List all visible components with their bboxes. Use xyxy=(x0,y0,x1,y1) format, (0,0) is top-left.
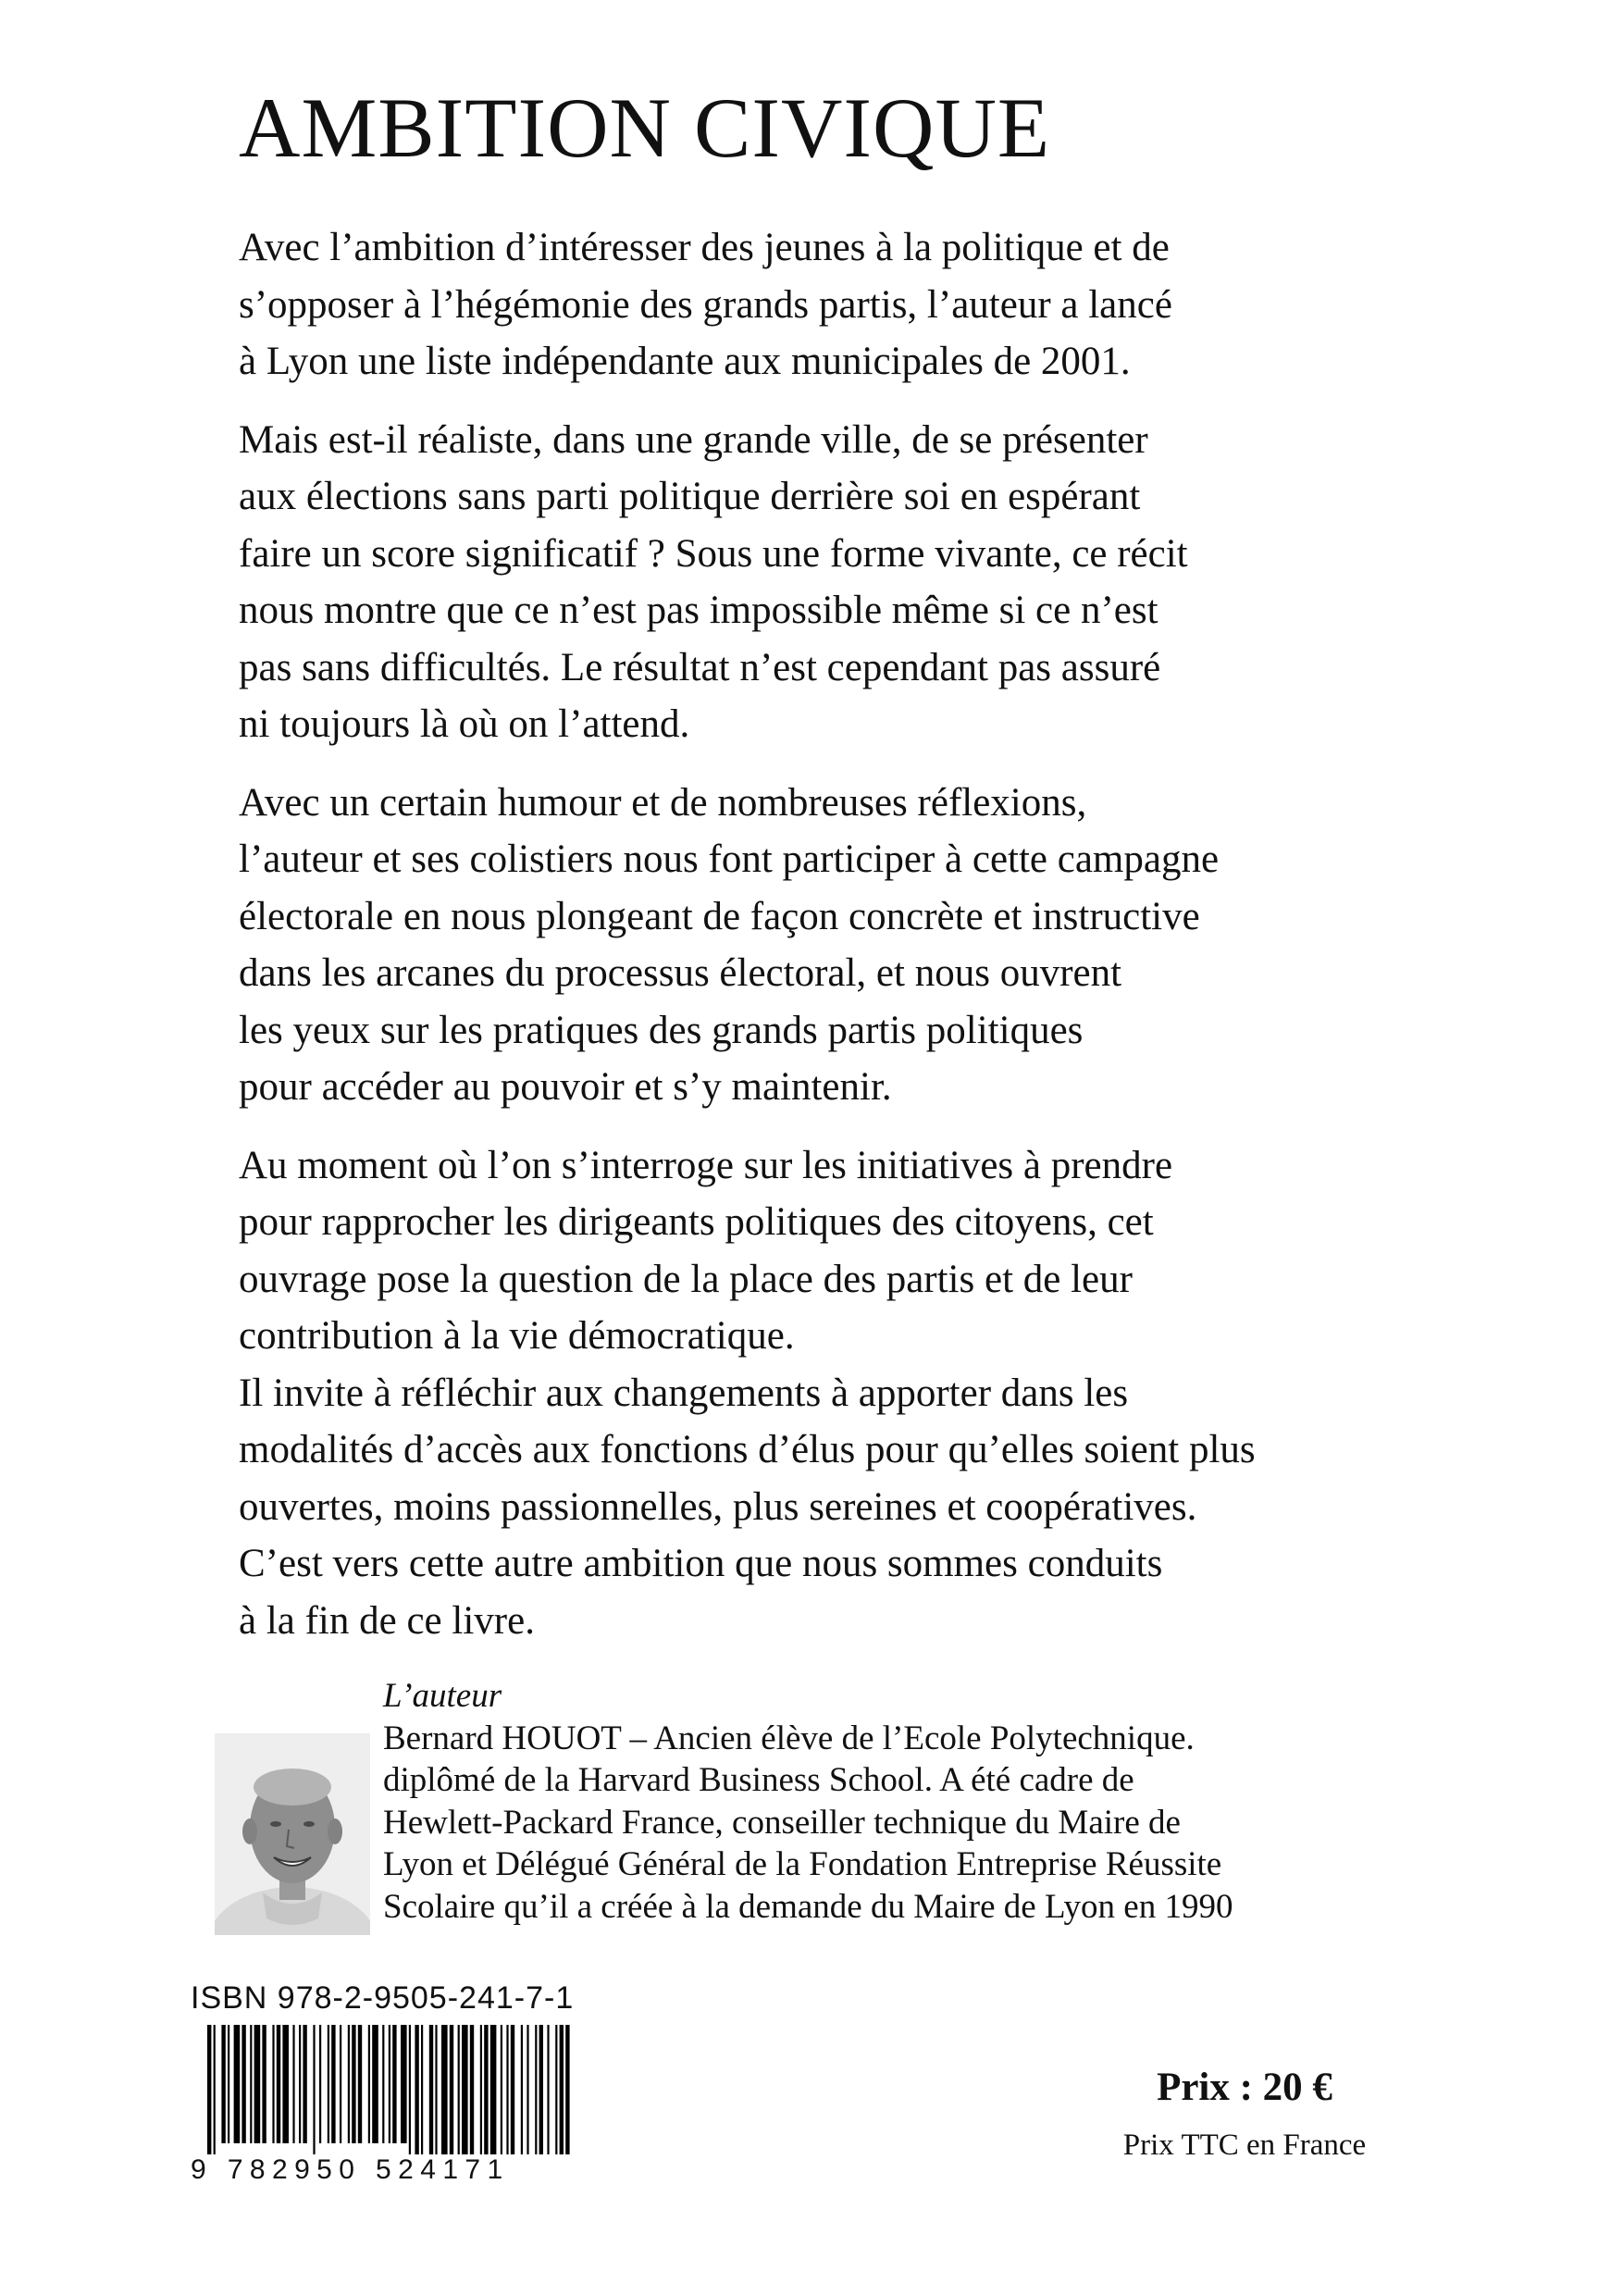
paragraph-2 xyxy=(239,412,1479,753)
barcode-bar xyxy=(331,2025,335,2143)
barcode-bar xyxy=(272,2025,274,2143)
barcode-bar xyxy=(250,2025,252,2143)
author-heading: L’auteur xyxy=(383,1677,502,1715)
barcode-bar xyxy=(401,2025,407,2143)
barcode-bar xyxy=(506,2025,508,2154)
text-line: à Lyon une liste indépendante aux municipales de 2001. xyxy=(239,340,1131,383)
text-line: s’opposer à l’hégémonie des grands partis, l’auteur a lancé xyxy=(239,282,1172,327)
barcode-bar xyxy=(303,2025,306,2143)
barcode-bar xyxy=(328,2025,329,2143)
text-line: l’auteur et ses colistiers nous font participer à cette campagne xyxy=(239,838,1220,881)
barcode-bar xyxy=(254,2025,261,2143)
barcode-bar xyxy=(441,2025,448,2154)
barcode-digits: 9 782950 524171 xyxy=(191,2154,510,2185)
barcode-bar xyxy=(282,2025,289,2143)
author-bio-line: Lyon et Délégué Général de la Fondation Entreprise Réussite xyxy=(383,1845,1222,1883)
barcode-bar xyxy=(319,2025,321,2143)
barcode-bar xyxy=(480,2025,482,2154)
barcode-bar xyxy=(358,2025,362,2143)
barcode-bar xyxy=(435,2025,437,2154)
barcode-bar xyxy=(352,2025,355,2143)
text-line: Avec l’ambition d’intéresser des jeunes à la politique et de xyxy=(239,226,1170,269)
barcode-bar xyxy=(539,2025,543,2154)
barcode-bar xyxy=(277,2025,280,2143)
price-note: Prix TTC en France xyxy=(1122,2128,1367,2162)
barcode-bar xyxy=(228,2025,229,2143)
barcode-bar xyxy=(511,2025,514,2154)
barcode-bar xyxy=(555,2025,557,2154)
barcode-bar xyxy=(389,2025,390,2143)
author-photo xyxy=(215,1733,370,1935)
barcode-bar xyxy=(214,2025,216,2154)
text-line: Il invite à réfléchir aux changements à apporter dans les xyxy=(239,1371,1129,1415)
barcode-bar xyxy=(348,2025,350,2143)
barcode-bar xyxy=(382,2025,384,2143)
barcode-bar xyxy=(421,2025,423,2154)
barcode-bar xyxy=(415,2025,418,2154)
text-line: ouvertes, moins passionnelles, plus sereines et coopératives. xyxy=(239,1484,1197,1529)
text-line: Au moment où l’on s’interroge sur les initiatives à prendre xyxy=(239,1143,1173,1187)
text-line: à la fin de ce livre. xyxy=(239,1598,535,1643)
barcode-bar xyxy=(207,2025,211,2154)
barcode-bar xyxy=(372,2025,378,2143)
barcode-bar xyxy=(234,2025,241,2143)
barcode-bar xyxy=(340,2025,341,2143)
text-line: Avec un certain humour et de nombreuses réflexions, xyxy=(239,780,1087,825)
isbn-barcode-block xyxy=(191,1980,598,2193)
barcode-bar xyxy=(242,2025,245,2143)
isbn-label: ISBN 978-2-9505-241-7-1 xyxy=(191,1980,575,2016)
author-bio-line: diplômé de la Harvard Business School. A été cadre de xyxy=(383,1761,1134,1799)
text-line: Mais est-il réaliste, dans une grande ville, de se présenter xyxy=(239,417,1148,462)
text-line: les yeux sur les pratiques des grands partis politiques xyxy=(239,1008,1084,1052)
barcode-bar xyxy=(462,2025,468,2154)
text-line: faire un score significatif ? Sous une forme vivante, ce récit xyxy=(239,531,1188,576)
paragraph-1 xyxy=(239,219,1479,391)
text-line: pour rapprocher les dirigeants politiques des citoyens, cet xyxy=(239,1200,1154,1244)
text-line: contribution à la vie démocratique. xyxy=(239,1314,795,1358)
author-section xyxy=(215,1675,1418,1953)
barcode-bar xyxy=(565,2025,569,2154)
text-line: dans les arcanes du processus électoral, et nous ouvrent xyxy=(239,951,1122,995)
author-portrait-image xyxy=(215,1733,370,1935)
barcode-icon xyxy=(207,2025,577,2154)
author-bio-line: Hewlett-Packard France, conseiller technique du Maire de xyxy=(383,1803,1181,1842)
barcode-bar xyxy=(368,2025,370,2143)
text-line: nous montre que ce n’est pas impossible même si ce n’est xyxy=(239,589,1158,632)
barcode-bar xyxy=(292,2025,294,2143)
paragraph-4 xyxy=(239,1137,1479,1365)
barcode-bar xyxy=(535,2025,537,2154)
barcode-bar xyxy=(490,2025,497,2154)
barcode-bar xyxy=(429,2025,433,2154)
paragraph-5 xyxy=(239,1365,1479,1650)
text-line: C’est vers cette autre ambition que nous sommes conduits xyxy=(239,1542,1163,1585)
paragraph-3 xyxy=(239,775,1479,1116)
back-cover-text xyxy=(239,219,1479,1670)
text-line: pas sans difficultés. Le résultat n’est cependant pas assuré xyxy=(239,645,1161,689)
price-block xyxy=(1092,2064,1397,2163)
barcode-bar xyxy=(450,2025,453,2154)
barcode-bar xyxy=(313,2025,315,2154)
barcode-bar xyxy=(392,2025,396,2143)
book-title: AMBITION CIVIQUE xyxy=(239,81,1051,175)
barcode-bar xyxy=(458,2025,460,2154)
author-bio-line: Scolaire qu’il a créée à la demande du Maire de Lyon en 1990 xyxy=(383,1887,1233,1926)
text-line: modalités d’accès aux fonctions d’élus pour qu’elles soient plus xyxy=(239,1428,1256,1471)
price-label: Prix : 20 € xyxy=(1157,2066,1332,2109)
text-line: aux élections sans parti politique derrière soi en espérant xyxy=(239,475,1141,518)
text-line: pour accéder au pouvoir et s’y maintenir. xyxy=(239,1065,892,1109)
barcode-bar xyxy=(299,2025,301,2143)
barcode-bar xyxy=(262,2025,266,2143)
barcode-bar xyxy=(470,2025,474,2154)
text-line: ouvrage pose la question de la place des partis et de leur xyxy=(239,1257,1133,1301)
barcode-bar xyxy=(409,2025,411,2154)
barcode-bar xyxy=(547,2025,549,2154)
barcode-bar xyxy=(501,2025,502,2154)
author-bio xyxy=(383,1675,1233,1928)
barcode-bar xyxy=(527,2025,528,2154)
barcode-bar xyxy=(560,2025,564,2154)
barcode-bar xyxy=(221,2025,225,2143)
barcode-bar xyxy=(484,2025,488,2154)
text-line: ni toujours là où on l’attend. xyxy=(239,702,690,746)
barcode-bar xyxy=(521,2025,523,2154)
text-line: électorale en nous plongeant de façon concrète et instructive xyxy=(239,894,1200,938)
author-bio-line: Bernard HOUOT – Ancien élève de l’Ecole Polytechnique. xyxy=(383,1719,1195,1757)
